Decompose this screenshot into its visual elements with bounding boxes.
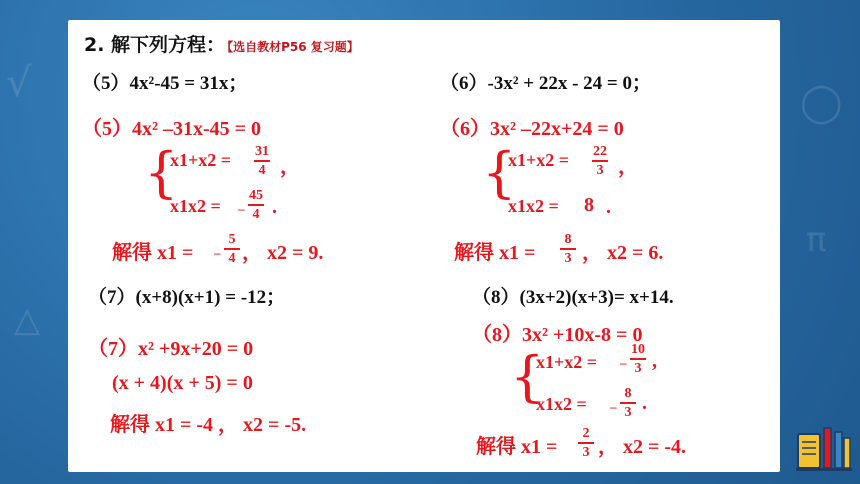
problem-5-standard-form: （5）4x² –31x-45 = 0 — [82, 118, 262, 140]
problem-8-sum-tail: , — [652, 350, 657, 372]
problem-5-product-tail: . — [272, 196, 277, 218]
problem-6-sum-label: x1+x2 = — [508, 150, 570, 170]
problem-6-product-tail: . — [606, 196, 611, 218]
problem-6-answer-prefix: 解得 x1 = — [454, 242, 536, 264]
source-tag: 【选自教材P56 复习题】 — [227, 40, 359, 54]
fraction-numerator: 8 — [624, 386, 632, 401]
problem-8-statement: （8）(3x+2)(x+3)= x+14. — [472, 287, 674, 308]
decorative-pi-icon: π — [806, 220, 827, 260]
title-text: 2. 解下列方程： — [84, 34, 226, 56]
fraction-numerator: 45 — [249, 188, 263, 203]
problem-8-standard-form: （8）3x² +10x-8 = 0 — [472, 324, 643, 346]
problem-6-answer-suffix: ， x2 = 6. — [582, 242, 664, 264]
fraction-denominator: 4 — [252, 207, 260, 222]
content-card — [68, 20, 780, 472]
problem-5-answer-prefix: 解得 x1 = — [112, 242, 194, 264]
problem-5-product-label: x1x2 = — [170, 196, 221, 216]
page-title — [84, 30, 359, 57]
problem-5-answer-fraction: – 5 4 — [224, 232, 240, 266]
fraction-denominator: 3 — [624, 405, 632, 420]
problem-5-sum-tail: ， — [280, 156, 300, 178]
fraction-numerator: 2 — [582, 426, 590, 441]
problem-8-answer-prefix: 解得 x1 = — [476, 436, 558, 458]
problem-8-product-fraction: – 8 3 — [620, 386, 636, 420]
problem-6-product-value: 8 — [584, 194, 594, 216]
problem-6-standard-form: （6）3x² –22x+24 = 0 — [440, 118, 624, 140]
problem-8-brace: { — [510, 345, 545, 408]
problem-7-statement: （7）(x+8)(x+1) = -12； — [88, 287, 286, 308]
problem-5-answer-suffix: ， x2 = 9. — [242, 242, 324, 264]
problem-7-factored-form: (x + 4)(x + 5) = 0 — [112, 372, 253, 394]
problem-6-statement: （6）-3x² + 22x - 24 = 0； — [440, 73, 652, 94]
fraction-numerator: 31 — [255, 144, 269, 159]
problem-8-answer-suffix: ， x2 = -4. — [598, 436, 687, 458]
problem-6-brace: { — [482, 141, 517, 204]
problem-6-sum-fraction — [592, 144, 608, 178]
decorative-formula-icon: √ — [6, 60, 32, 106]
problem-5-brace: { — [144, 141, 179, 204]
problem-8-answer-fraction — [578, 426, 594, 460]
problem-8-sum-fraction: – 10 3 — [620, 342, 645, 376]
problem-7-answer: 解得 x1 = -4 ， x2 = -5. — [110, 414, 307, 436]
fraction-denominator: 3 — [634, 361, 642, 376]
problem-5-product-fraction: – 45 4 — [238, 188, 263, 222]
fraction-numerator: 10 — [631, 342, 645, 357]
fraction-numerator: 8 — [564, 232, 572, 247]
fraction-denominator: 4 — [258, 163, 266, 178]
problem-5-sum-label: x1+x2 = — [170, 150, 232, 170]
problem-5-sum-fraction — [254, 144, 270, 178]
problem-6-product-label: x1x2 = — [508, 196, 559, 216]
problem-8-product-tail: . — [642, 392, 647, 414]
fraction-denominator: 3 — [582, 445, 590, 460]
problem-6-answer-fraction — [560, 232, 576, 266]
fraction-denominator: 4 — [228, 251, 236, 266]
fraction-denominator: 3 — [596, 163, 604, 178]
problem-8-sum-label: x1+x2 = — [536, 352, 598, 372]
decorative-circle-icon: ◯ — [800, 80, 843, 124]
problem-8-product-label: x1x2 = — [536, 394, 587, 414]
stationery-icon — [796, 424, 852, 472]
problem-7-standard-form: （7）x² +9x+20 = 0 — [88, 338, 254, 360]
fraction-numerator: 22 — [593, 144, 607, 159]
problem-5-statement: （5）4x²-45 = 31x； — [82, 73, 248, 94]
decorative-triangle-icon: △ — [14, 300, 41, 340]
fraction-denominator: 3 — [564, 251, 572, 266]
fraction-numerator: 5 — [228, 232, 236, 247]
problem-6-sum-tail: ， — [618, 156, 638, 178]
